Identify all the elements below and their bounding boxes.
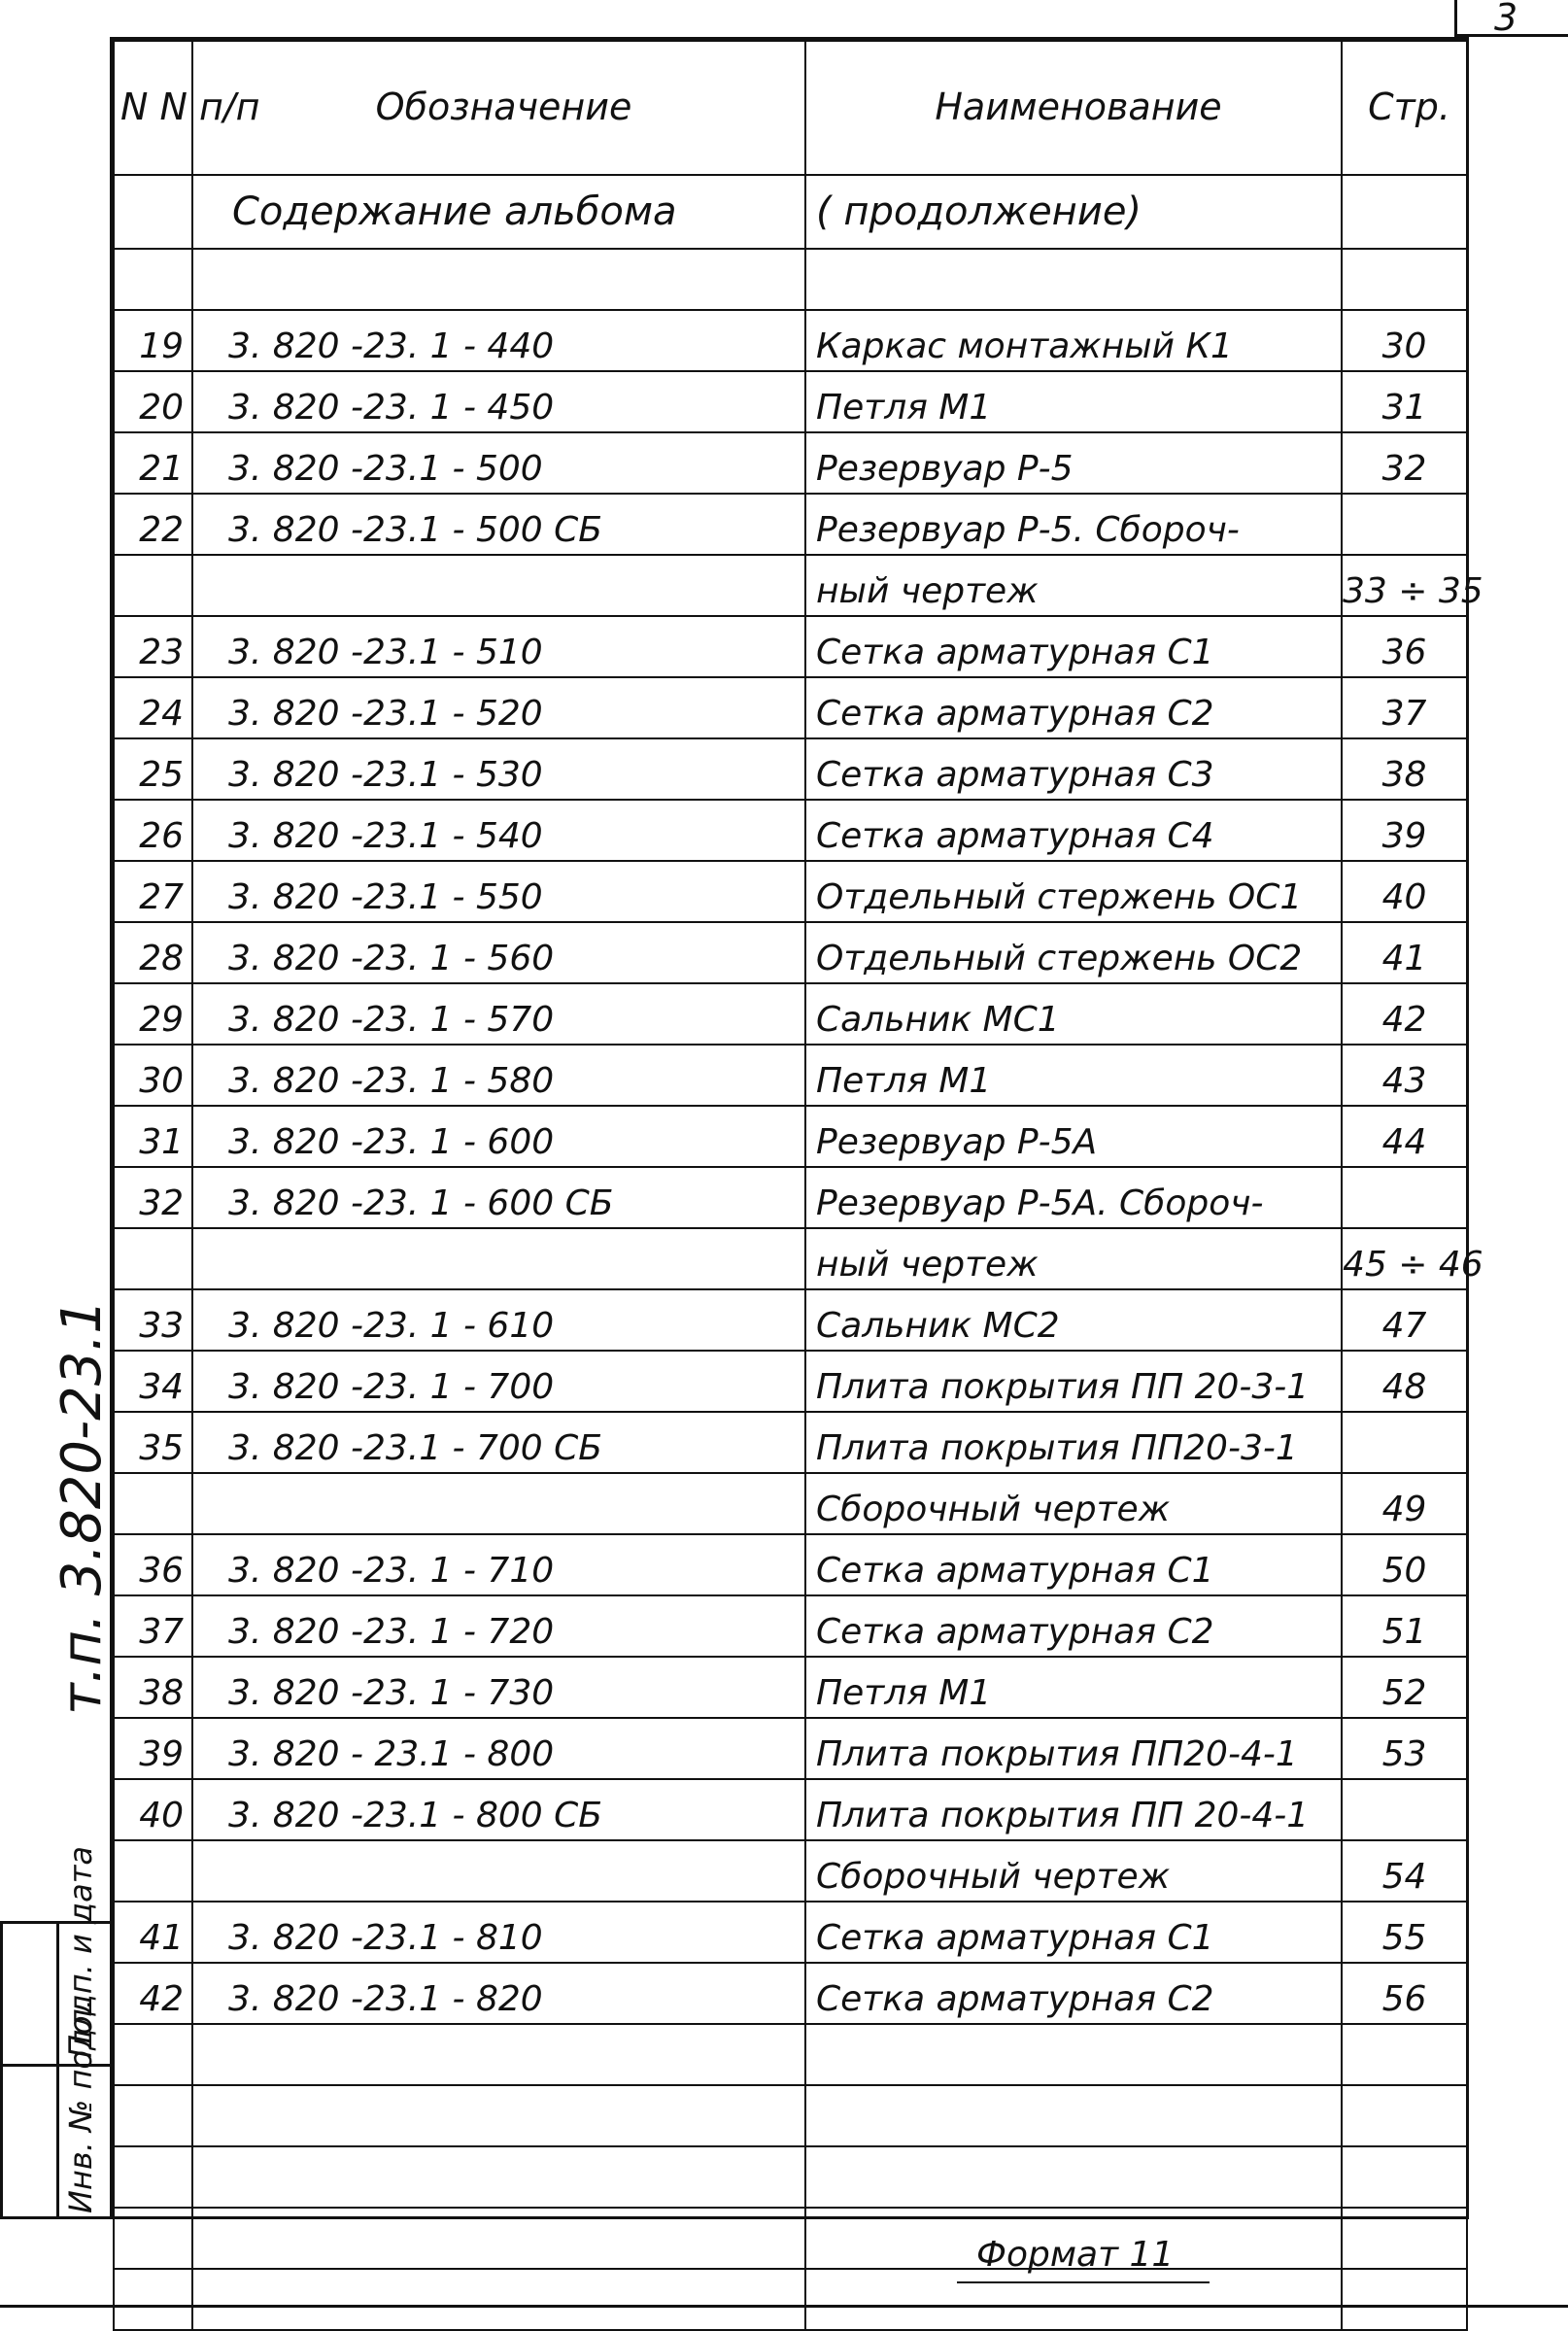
row-designation <box>192 1840 805 1902</box>
row-name: Резервуар Р-5А <box>805 1106 1342 1167</box>
row-num: 34 <box>114 1351 192 1412</box>
row-num <box>114 2269 192 2330</box>
section-title-row <box>114 175 1467 249</box>
row-designation <box>192 555 805 616</box>
row-designation: 3. 820 -23.1 - 500 <box>192 432 805 494</box>
row-designation: 3. 820 -23.1 - 550 <box>192 861 805 922</box>
table-row <box>114 249 1467 310</box>
row-num: 20 <box>114 371 192 432</box>
table-header-row <box>114 41 1467 175</box>
row-page <box>1342 1167 1467 1228</box>
row-num: 39 <box>114 1718 192 1779</box>
row-page <box>1342 494 1467 555</box>
row-num: 41 <box>114 1902 192 1963</box>
row-page: 31 <box>1342 371 1467 432</box>
row-num: 32 <box>114 1167 192 1228</box>
row-designation <box>192 2208 805 2269</box>
table-row <box>114 983 1467 1045</box>
row-name: Резервуар Р-5 <box>805 432 1342 494</box>
row-name: Плита покрытия ПП 20-3-1 <box>805 1351 1342 1412</box>
row-num: 22 <box>114 494 192 555</box>
row-designation: 3. 820 -23. 1 - 710 <box>192 1534 805 1595</box>
row-name <box>805 2269 1342 2330</box>
row-designation: 3. 820 - 23.1 - 800 <box>192 1718 805 1779</box>
row-name: Сетка арматурная С1 <box>805 1902 1342 1963</box>
page-number: 3 <box>1494 0 1518 39</box>
row-designation: 3. 820 -23.1 - 500 СБ <box>192 494 805 555</box>
table-row <box>114 2269 1467 2330</box>
row-page: 55 <box>1342 1902 1467 1963</box>
row-num <box>114 249 192 310</box>
row-num: 40 <box>114 1779 192 1840</box>
row-page: 49 <box>1342 1473 1467 1534</box>
table-row <box>114 371 1467 432</box>
format-underline <box>957 2281 1210 2283</box>
row-num: 23 <box>114 616 192 677</box>
row-page: 39 <box>1342 800 1467 861</box>
table-row <box>114 555 1467 616</box>
row-name: Отдельный стержень ОС1 <box>805 861 1342 922</box>
table-row <box>114 2085 1467 2146</box>
row-designation <box>192 2269 805 2330</box>
row-page: 53 <box>1342 1718 1467 1779</box>
sign-date-label: Подп. и дата <box>62 1846 99 2058</box>
row-designation: 3. 820 -23.1 - 810 <box>192 1902 805 1963</box>
row-name: ный чертеж <box>805 555 1342 616</box>
row-num: 38 <box>114 1657 192 1718</box>
section-title-num <box>114 175 192 249</box>
row-page: 54 <box>1342 1840 1467 1902</box>
row-designation: 3. 820 -23. 1 - 580 <box>192 1045 805 1106</box>
row-num: 37 <box>114 1595 192 1657</box>
row-name: Сетка арматурная С1 <box>805 616 1342 677</box>
row-page: 45 ÷ 46 <box>1342 1228 1467 1289</box>
row-num <box>114 2024 192 2085</box>
table-row <box>114 2146 1467 2208</box>
table-row <box>114 1167 1467 1228</box>
row-designation: 3. 820 -23. 1 - 600 СБ <box>192 1167 805 1228</box>
section-title-page <box>1342 175 1467 249</box>
table-row <box>114 1657 1467 1718</box>
row-num <box>114 1473 192 1534</box>
row-num <box>114 2208 192 2269</box>
row-num: 42 <box>114 1963 192 2024</box>
row-name: ный чертеж <box>805 1228 1342 1289</box>
table-row <box>114 1534 1467 1595</box>
row-page: 52 <box>1342 1657 1467 1718</box>
row-designation: 3. 820 -23.1 - 820 <box>192 1963 805 2024</box>
side-stamp-divider <box>56 1921 59 2219</box>
row-designation <box>192 1228 805 1289</box>
inventory-label: Инв. № подл. <box>62 1999 99 2213</box>
row-page: 36 <box>1342 616 1467 677</box>
row-num: 21 <box>114 432 192 494</box>
table-row <box>114 1595 1467 1657</box>
table-row <box>114 1412 1467 1473</box>
row-page: 40 <box>1342 861 1467 922</box>
table-row <box>114 1963 1467 2024</box>
row-designation: 3. 820 -23.1 - 700 СБ <box>192 1412 805 1473</box>
row-designation: 3. 820 -23.1 - 530 <box>192 738 805 800</box>
table-row <box>114 1289 1467 1351</box>
row-designation: 3. 820 -23. 1 - 600 <box>192 1106 805 1167</box>
row-designation: 3. 820 -23. 1 - 730 <box>192 1657 805 1718</box>
row-designation: 3. 820 -23.1 - 510 <box>192 616 805 677</box>
header-num: N N п/п <box>114 41 192 175</box>
section-title-left: Содержание альбома <box>192 175 805 249</box>
row-name: Сборочный чертеж <box>805 1473 1342 1534</box>
row-num: 27 <box>114 861 192 922</box>
table-row <box>114 1718 1467 1779</box>
row-designation <box>192 2024 805 2085</box>
row-num: 28 <box>114 922 192 983</box>
table-row <box>114 1473 1467 1534</box>
row-page <box>1342 2024 1467 2085</box>
row-name: Сборочный чертеж <box>805 1840 1342 1902</box>
row-name <box>805 2146 1342 2208</box>
row-name <box>805 2085 1342 2146</box>
row-num: 35 <box>114 1412 192 1473</box>
contents-table-frame <box>110 37 1483 2219</box>
row-page: 33 ÷ 35 <box>1342 555 1467 616</box>
row-designation: 3. 820 -23. 1 - 720 <box>192 1595 805 1657</box>
table-row <box>114 1106 1467 1167</box>
row-page: 30 <box>1342 310 1467 371</box>
row-designation: 3. 820 -23.1 - 800 СБ <box>192 1779 805 1840</box>
table-row <box>114 2208 1467 2269</box>
row-page <box>1342 2208 1467 2269</box>
row-num <box>114 1840 192 1902</box>
row-designation: 3. 820 -23.1 - 520 <box>192 677 805 738</box>
row-name: Петля М1 <box>805 1045 1342 1106</box>
row-name: Отдельный стержень ОС2 <box>805 922 1342 983</box>
row-name <box>805 249 1342 310</box>
row-designation <box>192 2146 805 2208</box>
row-name: Сальник МС2 <box>805 1289 1342 1351</box>
row-num: 19 <box>114 310 192 371</box>
contents-table <box>113 40 1483 2331</box>
row-num <box>114 1228 192 1289</box>
row-name: Сетка арматурная С3 <box>805 738 1342 800</box>
row-name: Резервуар Р-5. Сбороч- <box>805 494 1342 555</box>
row-num: 30 <box>114 1045 192 1106</box>
row-name <box>805 2024 1342 2085</box>
table-row <box>114 2024 1467 2085</box>
table-row <box>114 1045 1467 1106</box>
row-page: 48 <box>1342 1351 1467 1412</box>
row-name: Петля М1 <box>805 1657 1342 1718</box>
side-document-code: т.п. 3.820-23.1 <box>51 1299 114 1715</box>
row-num: 31 <box>114 1106 192 1167</box>
row-num: 29 <box>114 983 192 1045</box>
row-designation: 3. 820 -23. 1 - 450 <box>192 371 805 432</box>
row-num: 24 <box>114 677 192 738</box>
table-row <box>114 310 1467 371</box>
header-page: Стр. <box>1342 41 1467 175</box>
row-name: Сальник МС1 <box>805 983 1342 1045</box>
row-num: 33 <box>114 1289 192 1351</box>
row-num: 36 <box>114 1534 192 1595</box>
row-name: Сетка арматурная С2 <box>805 1963 1342 2024</box>
row-name: Сетка арматурная С1 <box>805 1534 1342 1595</box>
row-page <box>1342 249 1467 310</box>
table-row <box>114 800 1467 861</box>
row-page: 50 <box>1342 1534 1467 1595</box>
row-designation <box>192 249 805 310</box>
row-name: Сетка арматурная С2 <box>805 677 1342 738</box>
row-page <box>1342 2085 1467 2146</box>
table-row <box>114 1840 1467 1902</box>
row-designation: 3. 820 -23. 1 - 560 <box>192 922 805 983</box>
row-page: 41 <box>1342 922 1467 983</box>
format-label: Формат 11 <box>976 2235 1175 2275</box>
table-row <box>114 738 1467 800</box>
row-page <box>1342 1779 1467 1840</box>
header-name: Наименование <box>805 41 1342 175</box>
table-row <box>114 922 1467 983</box>
row-page: 51 <box>1342 1595 1467 1657</box>
row-page: 32 <box>1342 432 1467 494</box>
row-page <box>1342 2146 1467 2208</box>
row-name: Петля М1 <box>805 371 1342 432</box>
row-page: 44 <box>1342 1106 1467 1167</box>
row-name: Сетка арматурная С2 <box>805 1595 1342 1657</box>
row-name: Плита покрытия ПП20-4-1 <box>805 1718 1342 1779</box>
row-name: Резервуар Р-5А. Сбороч- <box>805 1167 1342 1228</box>
row-page: 42 <box>1342 983 1467 1045</box>
row-num <box>114 2085 192 2146</box>
row-page <box>1342 2269 1467 2330</box>
bottom-edge-line <box>0 2305 1568 2308</box>
row-num: 25 <box>114 738 192 800</box>
row-page: 38 <box>1342 738 1467 800</box>
table-row <box>114 677 1467 738</box>
row-num <box>114 555 192 616</box>
row-designation: 3. 820 -23. 1 - 570 <box>192 983 805 1045</box>
table-row <box>114 1902 1467 1963</box>
row-page: 43 <box>1342 1045 1467 1106</box>
row-page <box>1342 1412 1467 1473</box>
row-name: Плита покрытия ПП 20-4-1 <box>805 1779 1342 1840</box>
row-num: 26 <box>114 800 192 861</box>
row-page: 47 <box>1342 1289 1467 1351</box>
table-row <box>114 1779 1467 1840</box>
table-row <box>114 861 1467 922</box>
table-row <box>114 1351 1467 1412</box>
table-row <box>114 494 1467 555</box>
table-row <box>114 432 1467 494</box>
row-page: 37 <box>1342 677 1467 738</box>
row-name: Каркас монтажный К1 <box>805 310 1342 371</box>
row-designation: 3. 820 -23. 1 - 700 <box>192 1351 805 1412</box>
row-designation <box>192 2085 805 2146</box>
table-row <box>114 616 1467 677</box>
row-designation: 3. 820 -23.1 - 540 <box>192 800 805 861</box>
row-designation: 3. 820 -23. 1 - 440 <box>192 310 805 371</box>
row-designation: 3. 820 -23. 1 - 610 <box>192 1289 805 1351</box>
section-title-right: ( продолжение) <box>805 175 1342 249</box>
header-designation: Обозначение <box>192 41 805 175</box>
row-name: Плита покрытия ПП20-3-1 <box>805 1412 1342 1473</box>
table-row <box>114 1228 1467 1289</box>
row-num <box>114 2146 192 2208</box>
row-name: Сетка арматурная С4 <box>805 800 1342 861</box>
row-page: 56 <box>1342 1963 1467 2024</box>
row-designation <box>192 1473 805 1534</box>
